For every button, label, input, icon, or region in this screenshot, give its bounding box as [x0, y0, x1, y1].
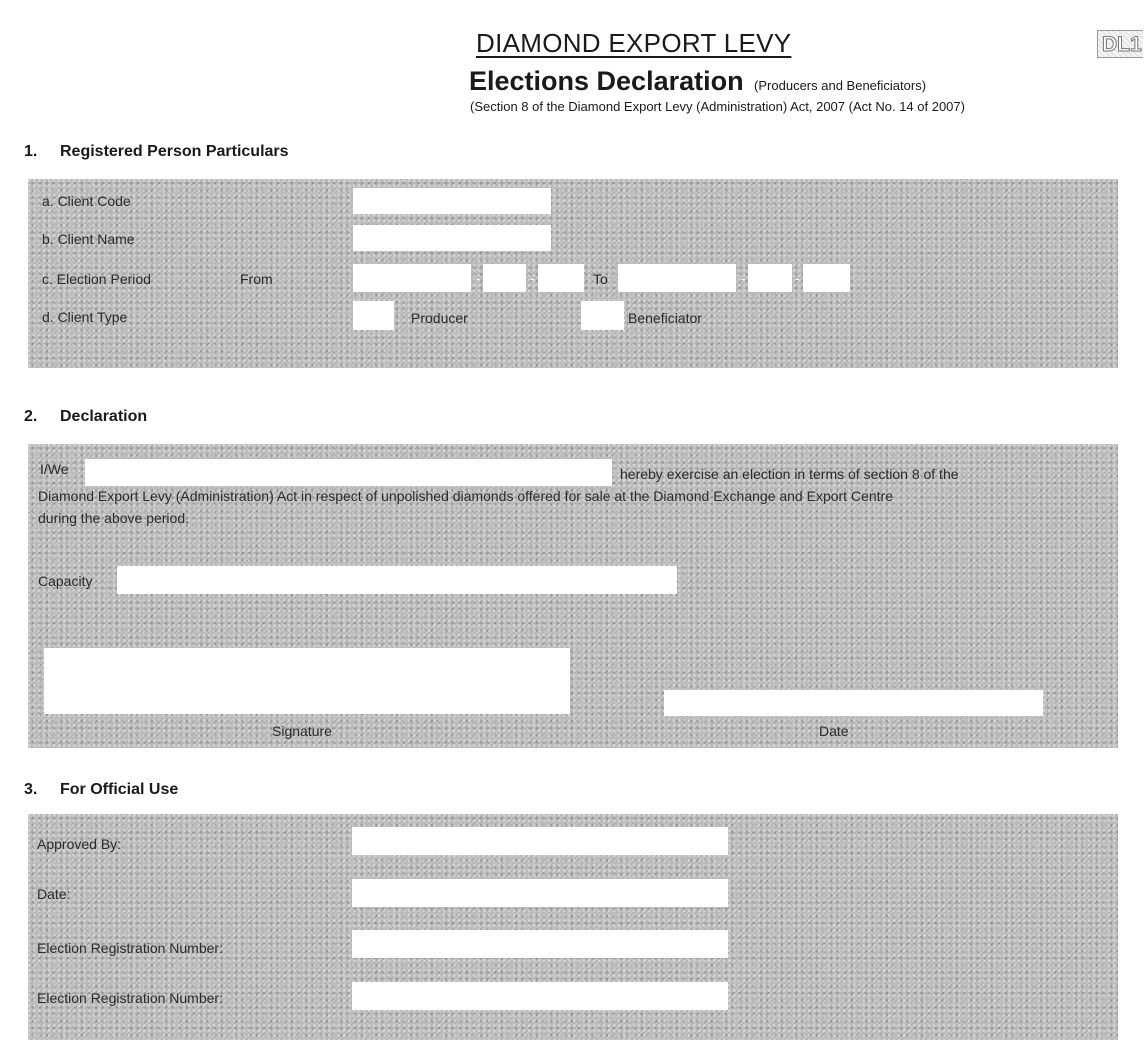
iwe-label: I/We — [40, 461, 69, 477]
signature-box[interactable] — [44, 648, 570, 714]
section-3-number: 3. — [24, 781, 38, 798]
from-year-input[interactable] — [353, 264, 471, 292]
client-type-label: d. Client Type — [42, 309, 128, 325]
heading-text: Elections Declaration — [469, 66, 744, 96]
form-title: DIAMOND EXPORT LEVY — [476, 28, 792, 58]
section-3-panel — [28, 814, 1118, 1040]
declarant-name-input[interactable] — [85, 459, 612, 486]
section-1-title-text: Registered Person Particulars — [60, 143, 289, 160]
declaration-date-input[interactable] — [664, 690, 1043, 716]
producer-checkbox[interactable] — [353, 301, 394, 330]
declaration-text-line-2: Diamond Export Levy (Administration) Act in respect of unpolished diamonds offered for sale at the Diamond Exchange and Export Centre — [38, 488, 893, 504]
from-month-input[interactable] — [483, 264, 526, 292]
client-name-label: b. Client Name — [42, 231, 135, 247]
date-separator: - — [530, 271, 535, 286]
client-code-input[interactable] — [353, 188, 551, 214]
section-3-title — [24, 781, 178, 799]
form-code-badge: DL1 — [1097, 30, 1143, 58]
election-period-label: c. Election Period — [42, 271, 151, 287]
client-name-input[interactable] — [353, 225, 551, 251]
date-separator: - — [476, 271, 481, 286]
from-label: From — [240, 271, 273, 287]
to-day-input[interactable] — [803, 264, 850, 292]
client-code-label: a. Client Code — [42, 193, 131, 209]
capacity-input[interactable] — [117, 566, 677, 594]
official-date-label: Date: — [37, 886, 71, 902]
section-2-title-text: Declaration — [60, 408, 148, 425]
election-registration-number-label: Election Registration Number: — [37, 940, 223, 956]
date-separator: - — [795, 271, 800, 286]
declaration-text-line-1: hereby exercise an election in terms of section 8 of the — [620, 466, 959, 482]
declaration-date-label: Date — [819, 723, 849, 739]
heading-subtext: (Producers and Beneficiators) — [754, 78, 927, 93]
section-3-title-text: For Official Use — [60, 781, 179, 798]
producer-label: Producer — [411, 310, 468, 326]
to-year-input[interactable] — [618, 264, 736, 292]
to-month-input[interactable] — [748, 264, 792, 292]
act-reference: (Section 8 of the Diamond Export Levy (Administration) Act, 2007 (Act No. 14 of 2007) — [470, 99, 965, 114]
election-registration-number-input[interactable] — [352, 982, 728, 1010]
capacity-label: Capacity — [38, 573, 93, 589]
official-date-input[interactable] — [352, 879, 728, 907]
form-heading — [469, 66, 926, 97]
election-registration-number-input[interactable] — [352, 930, 728, 958]
section-2-title — [24, 408, 147, 426]
election-registration-number-label: Election Registration Number: — [37, 990, 223, 1006]
beneficiator-label: Beneficiator — [628, 310, 702, 326]
section-1-number: 1. — [24, 143, 38, 160]
approved-by-label: Approved By: — [37, 836, 122, 852]
beneficiator-checkbox[interactable] — [581, 301, 624, 330]
section-1-title — [24, 143, 289, 161]
from-day-input[interactable] — [538, 264, 584, 292]
section-2-panel — [28, 444, 1118, 748]
approved-by-input[interactable] — [352, 827, 728, 855]
section-2-number: 2. — [24, 408, 38, 425]
section-1-panel — [28, 179, 1118, 368]
date-separator: - — [741, 271, 746, 286]
signature-label: Signature — [272, 723, 332, 739]
declaration-text-line-3: during the above period. — [38, 510, 189, 526]
to-label: To — [593, 271, 608, 287]
